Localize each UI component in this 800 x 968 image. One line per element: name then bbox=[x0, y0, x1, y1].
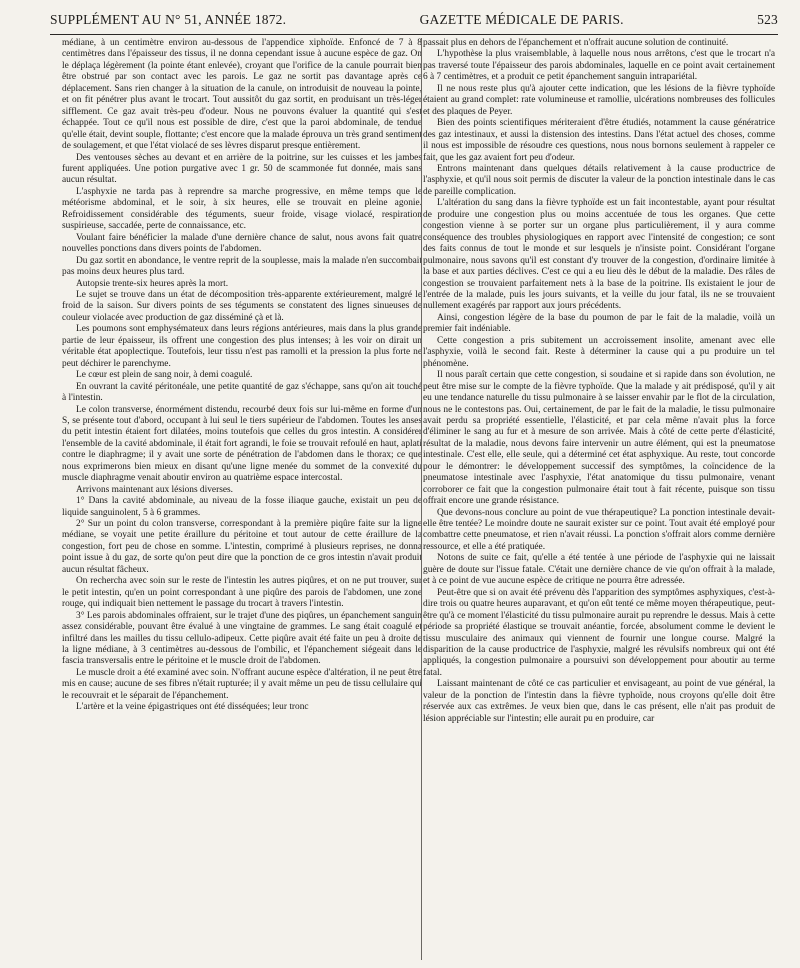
paragraph: L'hypothèse la plus vraisemblable, à laquelle nous nous arrêtons, c'est que le trocart n'a pas traversé toute l'épaisseur des parois abdominales, laquelle en ce point avait certainement 6 à 7 centimètres, et a produit ce petit épanchement sanguin intrapariétal. bbox=[423, 49, 775, 83]
journal-title: GAZETTE MÉDICALE DE PARIS. bbox=[419, 12, 624, 27]
paragraph: Bien des points scientifiques mériteraient d'être étudiés, notamment la cause génératrice des gaz intestinaux, et aussi la distension des intestins. Dans l'état actuel des choses, comme il nous est impossible de résoudre ces questions, nous nous bornons seulement à rappeler ce fait, que les gaz avaient fort peu d'odeur. bbox=[423, 118, 775, 163]
paragraph: Le cœur est plein de sang noir, à demi coagulé. bbox=[76, 370, 253, 381]
paragraph: 2° Sur un point du colon transverse, correspondant à la première piqûre faite sur la ligne médiane, se voyait une petite éraillure du péritoine et tout autour de cette éraillure de la congestion, fort peu de chose en somme. L'intestin, comprimé à plusieurs reprises, ne donna point issue à du gaz, de sorte qu'on peut dire que la ponction de ce gros intestin n'avait produit aucun résultat fâcheux. bbox=[62, 519, 422, 575]
supplement-title: SUPPLÉMENT AU N° 51, ANNÉE 1872. bbox=[50, 12, 287, 27]
paragraph: L'artère et la veine épigastriques ont été disséquées; leur tronc bbox=[76, 702, 309, 713]
paragraph: Des ventouses sèches au devant et en arrière de la poitrine, sur les cuisses et les jambes furent appliquées. Une potion purgative avec 1 gr. 50 de scammonée fut donnée, mais sans aucun résultat. bbox=[62, 152, 422, 186]
paragraph: 3° Les parois abdominales offraient, sur le trajet d'une des piqûres, un épanchement sanguin assez considérable, pouvant être évalué à une vingtaine de grammes. Le sang était coagulé et infiltré dans les mailles du tissu cellulo-adipeux. Cette piqûre avait été faite un peu à droite de la ligne médiane, à 3 centimètres au-dessous de l'ombilic, et l'épanchement siégeait dans le fascia transversalis entre le péritoine et le muscle droit de l'abdomen. bbox=[62, 610, 422, 667]
paragraph: Entrons maintenant dans quelques détails relativement à la cause productrice de l'asphyxie, et qu'il nous soit permis de discuter la valeur de la ponction intestinale dans le cas de pareille complication. bbox=[423, 163, 775, 197]
paragraph: médiane, à un centimètre environ au-dessous de l'appendice xiphoïde. Enfoncé de 7 à 8 centimètres dans l'épaisseur des tissus, il ne donna cependant issue à aucune espèce de gaz. On le déplaça légèrement (la pointe étant enlevée), croyant que l'orifice de la canule pourrait bien être obstrué par son contact avec les parois. Le gaz ne sortit pas davantage après ce déplacement. Sans rien changer à la situation de la canule, on introduisit de nouveau la pointe, et on fit pénétrer plus avant le trocart. Tout aussitôt du gaz sortit, en produisant un très-léger sifflement. Ce gaz avait très-peu d'odeur. Nous ne pouvons évaluer la quantité qui s'est échappée. Tout ce qu'il nous est possible de dire, c'est que la paroi abdominale, de tendue qu'elle était, devint souple, flottante; c'est encore que la malade éprouva un très grand sentiment de soulagement, et que l'état violacé de ses lèvres disparut presque entièrement. bbox=[62, 38, 422, 152]
paragraph: Il ne nous reste plus qu'à ajouter cette indication, que les lésions de la fièvre typhoïde étaient au grand complet: rate volumineuse et ramollie, ulcérations nombreuses des follicules et des plaques de Peyer. bbox=[423, 83, 775, 117]
paragraph: Autopsie trente-six heures après la mort. bbox=[76, 278, 229, 289]
page-header bbox=[50, 10, 778, 30]
paragraph: Que devons-nous conclure au point de vue thérapeutique? La ponction intestinale devait-elle être tentée? Le moindre doute ne saurait exister sur ce point. Tout avait été employé pour combattre cette pneumatose, et rien n'avait réussi. La ponction s'offrait alors comme dernière ressource, et elle a été pratiquée. bbox=[423, 507, 775, 552]
paragraph: Arrivons maintenant aux lésions diverses. bbox=[76, 484, 233, 495]
paragraph: On rechercha avec soin sur le reste de l'intestin les autres piqûres, et on ne put trouver, sur le petit intestin, qu'en un point correspondant à une piqûre des parois de l'abdomen, une zone rouge, qui indiquait bien nettement le passage du trocart à travers l'intestin. bbox=[62, 576, 422, 610]
page-number: 523 bbox=[757, 12, 778, 27]
paragraph: Le muscle droit a été examiné avec soin. N'offrant aucune espèce d'altération, il ne peut être mis en cause; aucune de ses fibres n'était rupturée; il y avait même un peu de tissu cellulaire qui le recouvrait et le séparait de l'épanchement. bbox=[62, 667, 422, 701]
paragraph: Voulant faire bénéficier la malade d'une dernière chance de salut, nous avons fait quatre nouvelles ponctions dans divers points de l'abdomen. bbox=[62, 232, 422, 255]
paragraph: L'altération du sang dans la fièvre typhoïde est un fait incontestable, ayant pour résultat de produire une congestion plus ou moins accentuée de tous les organes. Que cette congestion vienne à se porter sur un organe plus particulièrement, il y aura comme conséquence des troubles physiologiques en rapport avec l'intensité de congestion; ce sont des faits connus de tout le monde et sur lesquels je n'insiste point. Considérant l'organe pulmonaire, nous savons qu'il est constant d'y trouver de la congestion, d'ordinaire limitée à la base et aux parties déclives. C'est ce qui a eu lieu dès le début de la maladie. Des râles de congestion se trouvaient parfaitement nets à la base de la poitrine. Ils existaient le jour de l'entrée de la malade, puis les jours suivants, et la veille du jour fatal, ils ne se trouvaient nullement exagérés par rapport aux jours précédents. bbox=[423, 198, 775, 312]
paragraph: Cette congestion a pris subitement un accroissement insolite, amenant avec elle l'asphyxie, voilà le second fait. Reste à déterminer la cause qui a pu produire un tel phénomène. bbox=[423, 335, 775, 369]
header-rule bbox=[50, 34, 778, 35]
paragraph: Le sujet se trouve dans un état de décomposition très-apparente extérieurement, malgré le froid de la saison. Sur divers points de ses téguments se constatent des lignes sinueuses de couleur violacée avec production de gaz disséminé çà et là. bbox=[62, 289, 422, 323]
right-column bbox=[423, 38, 775, 962]
paragraph: 1° Dans la cavité abdominale, au niveau de la fosse iliaque gauche, existait un peu de liquide sanguinolent, 5 à 6 grammes. bbox=[62, 496, 422, 518]
paragraph: Ainsi, congestion légère de la base du poumon de par le fait de la maladie, voilà un premier fait indéniable. bbox=[423, 312, 775, 335]
left-column bbox=[62, 38, 422, 962]
column-divider bbox=[421, 38, 422, 960]
paragraph: Laissant maintenant de côté ce cas particulier et envisageant, au point de vue général, la valeur de la ponction de l'intestin dans la fièvre typhoïde, nous croyons qu'elle doit être réservée aux cas extrêmes. Je veux bien que, dans le cas présent, elle n'ait pas produit de lésion appréciable sur l'intestin; elle aurait pu en produire, car bbox=[423, 679, 775, 724]
paragraph: Les poumons sont emphysémateux dans leurs régions antérieures, mais dans la plus grande partie de leur épaisseur, ils offrent une congestion des plus intenses; à les voir on dirait un véritable état apoplectique. Toutefois, leur tissu n'est pas ramolli et la pression la plus forte ne peut déchirer le parenchyme. bbox=[62, 324, 422, 369]
paragraph: En ouvrant la cavité péritonéale, une petite quantité de gaz s'échappe, sans qu'on ait touché à l'intestin. bbox=[62, 381, 422, 404]
paragraph: L'asphyxie ne tarda pas à reprendre sa marche progressive, en même temps que le météorisme abdominal, et le soir, à six heures, elle se trouvait en pleine agonie. Refroidissement considérable des téguments, sueur froide, visage violacé, respiration suspirieuse, saccadée, perte de connaissance, etc. bbox=[62, 186, 422, 232]
paragraph: passait plus en dehors de l'épanchement et n'offrait aucune solution de continuité. bbox=[423, 38, 729, 48]
paragraph: Notons de suite ce fait, qu'elle a été tentée à une période de l'asphyxie qui ne laissait guère de doute sur l'issue fatale. C'était une dernière chance de vie qu'on offrait à la malade, et à ce point de vue aucune espèce de critique ne pourra être adressée. bbox=[423, 553, 775, 587]
paragraph: Peut-être que si on avait été prévenu dès l'apparition des symptômes asphyxiques, c'est-à-dire trois ou quatre heures auparavant, et qu'on eût tenté ce même moyen thérapeutique, peut-être qu'à ce moment l'élasticité du tissu pulmonaire aurait pu reprendre le dessus. Mais à cette période sa propriété élastique se trouvait anéantie, forcée, absolument comme le devient le tissu musculaire des animaux qui viennent de fournir une longue course. Malgré la disparition de la cause productrice de l'asphyxie, malgré les révulsifs nombreux qui ont été appliqués, la congestion pulmonaire a poursuivi son développement pour aboutir au terme fatal. bbox=[423, 587, 775, 678]
paragraph: Il nous paraît certain que cette congestion, si soudaine et si rapide dans son évolution, ne peut être mise sur le compte de la fièvre typhoïde. Que la malade y ait prédisposé, qu'il y ait eu une tendance naturelle du tissu pulmonaire à se laisser envahir par le flot de la circulation, nous ne le contestons pas. Oui, certainement, de par le fait de la maladie, le tissu pulmonaire avait perdu sa propriété essentielle, l'élasticité, et par cela même n'avait plus la force d'éliminer le sang au fur et à mesure de son arrivée. Mais à côté de cette perte d'élasticité, résultat de la maladie, nous devons faire intervenir un autre élément, qui est la pneumatose intestinale. C'est elle, elle seule, qui a déterminé cet état asphyxique. Au reste, tout concorde pour le démontrer: le développement successif des symptômes, la coïncidence de la pneumatose intestinale avec l'asphyxie, l'état anatomique du tissu pulmonaire, venant corroborer ce fait que la congestion pulmonaire était tout à fait récente, puisque son tissu offrait encore une grande résistance. bbox=[423, 370, 775, 507]
paragraph: Du gaz sortit en abondance, le ventre reprit de la souplesse, mais la malade n'en succombait pas moins deux heures plus tard. bbox=[62, 255, 422, 278]
paragraph: Le colon transverse, énormément distendu, recourbé deux fois sur lui-même en forme d'un S, se présente tout d'abord, occupant à lui seul le tiers supérieur de l'abdomen. Toutes les anses du petit intestin étaient fort dilatées, moins toutefois que celles du gros intestin. A considérer l'ensemble de la cavité abdominale, il était fort agrandi, le foie se trouvait refoulé en haut, aplati contre le diaphragme; il y avait une sorte de pénétration de l'abdomen dans le thorax; ce que nous exprimerons bien mieux en disant qu'une ligne menée du sommet de la convexité du muscle diaphragme venait aboutir environ au quatrième espace intercostal. bbox=[62, 404, 422, 484]
